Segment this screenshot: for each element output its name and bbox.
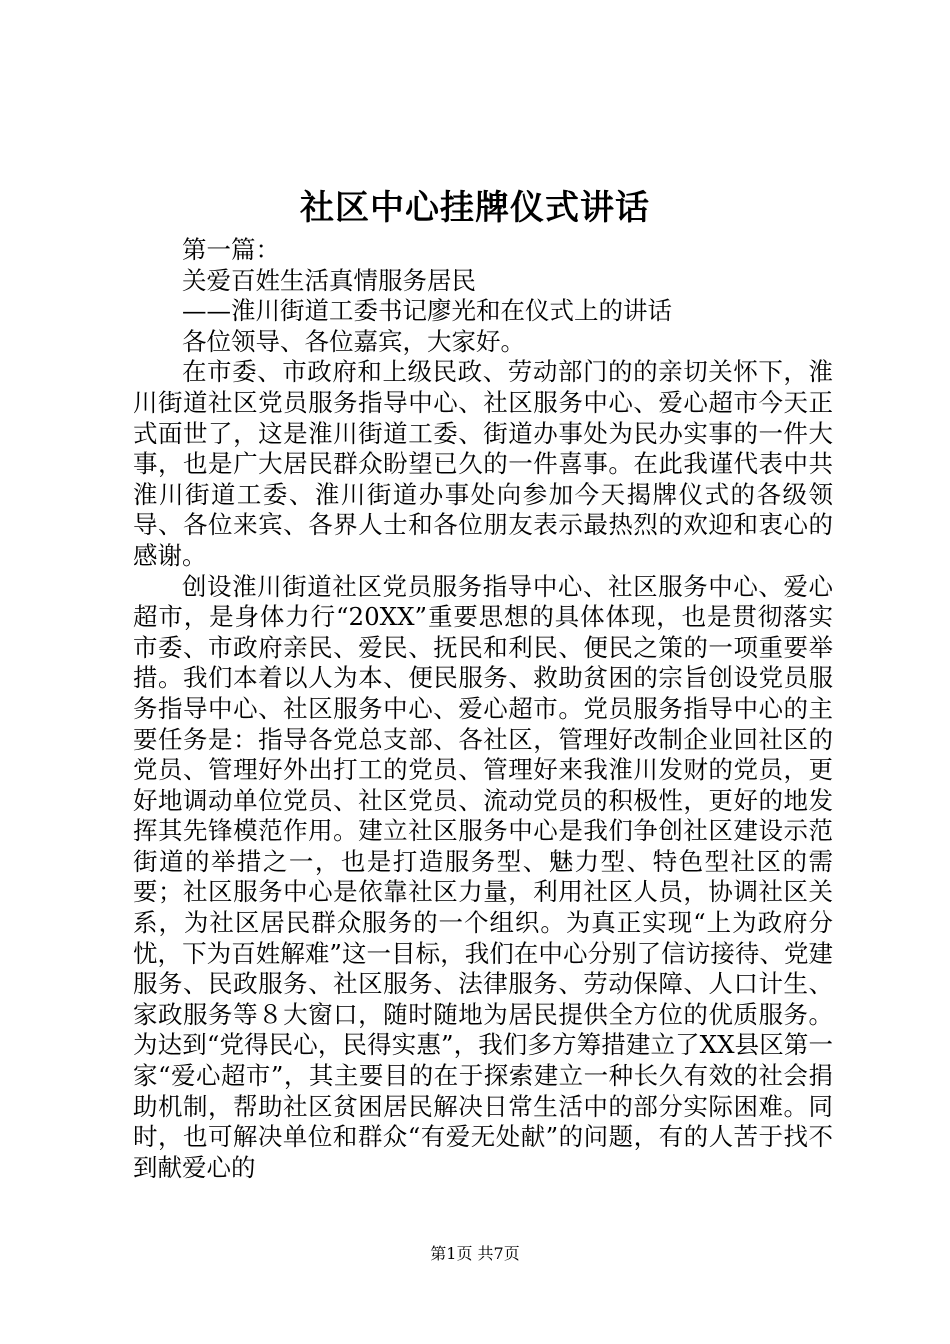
document-body <box>133 235 833 1183</box>
document-title: 社区中心挂牌仪式讲话 <box>300 188 650 228</box>
section-heading: 第一篇： <box>182 235 280 264</box>
speech-theme: 关爱百姓生活真情服务居民 <box>182 265 476 295</box>
body-paragraph: 在市委、市政府和上级民政、劳动部门的的亲切关怀下，淮川街道社区党员服务指导中心、社区服务中心、爱心超市今天正式面世了，这是淮川街道工委、街道办事处为民办实事的一件大事，也是广大居民群众盼望已久的一件喜事。在此我谨代表中共淮川街道工委、淮川街道办事处向参加今天揭牌仪式的各级领导、各位来宾、各界人士和各位朋友表示最热烈的欢迎和衷心的感谢。 <box>133 357 833 570</box>
body-paragraph: 创设淮川街道社区党员服务指导中心、社区服务中心、爱心超市，是身体力行“20XX”重要思想的具体体现，也是贯彻落实市委、市政府亲民、爱民、抚民和利民、便民之策的一项重要举措。我们本着以人为本、便民服务、救助贫困的宗旨创设党员服务指导中心、社区服务中心、爱心超市。党员服务指导中心的主要任务是：指导各党总支部、各社区，管理好改制企业回社区的党员、管理好外出打工的党员、管理好来我淮川发财的党员，更好地调动单位党员、社区党员、流动党员的积极性，更好的地发挥其先锋模范作用。建立社区服务中心是我们争创社区建设示范街道的举措之一，也是打造服务型、魅力型、特色型社区的需要；社区服务中心是依靠社区力量，利用社区人员，协调社区关系，为社区居民群众服务的一个组织。为真正实现“上为政府分忧，下为百姓解难”这一目标，我们在中心分别了信访接待、党建服务、民政服务、社区服务、法律服务、劳动保障、人口计生、家政服务等８大窗口，随时随地为居民提供全方位的优质服务。为达到“党得民心，民得实惠”，我们多方筹措建立了XX县区第一家“爱心超市”，其主要目的在于探索建立一种长久有效的社会捐助机制，帮助社区贫困居民解决日常生活中的部分实际困难。同时，也可解决单位和群众“有爱无处献”的问题，有的人苦于找不到献爱心的 <box>133 571 833 1182</box>
greeting: 各位领导、各位嘉宾，大家好。 <box>182 326 525 356</box>
page-number: 第1页 共7页 <box>430 1244 520 1263</box>
speaker-line: ——淮川街道工委书记廖光和在仪式上的讲话 <box>182 296 672 326</box>
